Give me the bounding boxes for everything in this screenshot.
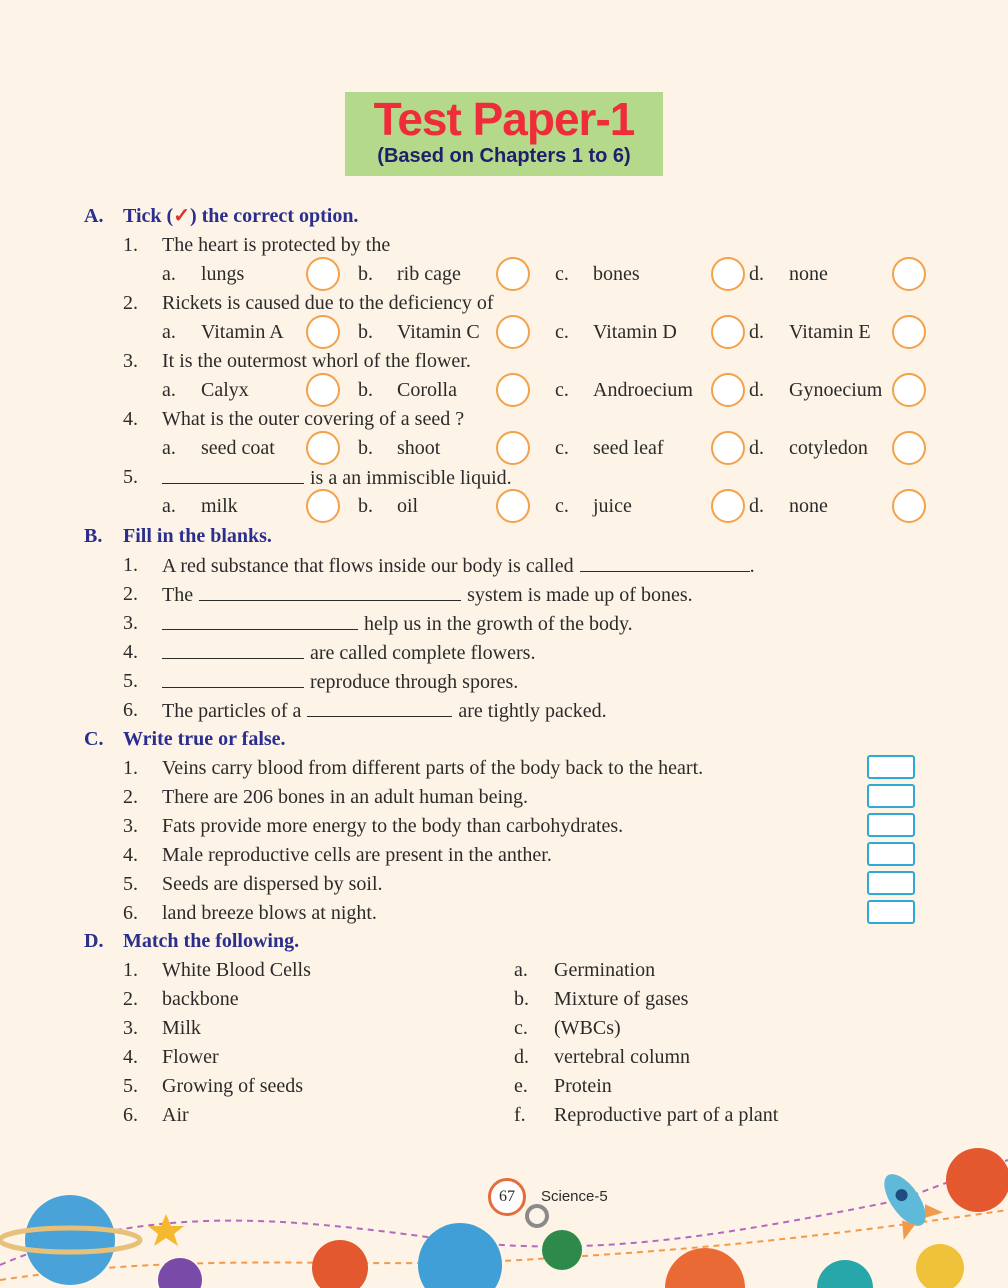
item-number: 5. (123, 873, 138, 895)
match-right-letter: a. (514, 959, 528, 981)
match-left-number: 4. (123, 1046, 138, 1068)
answer-box[interactable] (867, 755, 915, 779)
section-a-heading (123, 204, 358, 228)
planet-icon (817, 1260, 873, 1288)
option-letter: c. (555, 437, 569, 459)
statement-text: Fats provide more energy to the body than carbohydrates. (162, 815, 624, 837)
planet-icon (312, 1240, 368, 1288)
option-label: Vitamin A (201, 321, 284, 343)
option-circle[interactable] (892, 373, 926, 407)
option-label: seed leaf (593, 437, 664, 459)
option-letter: c. (555, 321, 569, 343)
option-letter: a. (162, 495, 176, 517)
option-letter: d. (749, 321, 764, 343)
match-left-number: 6. (123, 1104, 138, 1126)
section-b-heading: Fill in the blanks. (123, 525, 272, 547)
option-circle[interactable] (711, 489, 745, 523)
option-circle[interactable] (711, 257, 745, 291)
option-circle[interactable] (496, 315, 530, 349)
answer-box[interactable] (867, 900, 915, 924)
answer-blank[interactable] (162, 669, 304, 688)
page-subtitle: (Based on Chapters 1 to 6) (377, 145, 631, 167)
match-right-text: Reproductive part of a plant (554, 1104, 779, 1126)
option-label: Androecium (593, 379, 693, 401)
option-letter: d. (749, 263, 764, 285)
sentence-end: are called complete flowers. (310, 642, 536, 664)
option-label: none (789, 495, 828, 517)
statement-text: Veins carry blood from different parts of the body back to the heart. (162, 757, 704, 779)
question-number: 3. (123, 350, 138, 372)
book-name: Science-5 (541, 1188, 608, 1205)
match-left-number: 2. (123, 988, 138, 1010)
match-left-text: Growing of seeds (162, 1075, 304, 1097)
answer-blank[interactable] (162, 465, 304, 484)
match-right-text: vertebral column (554, 1046, 691, 1068)
option-letter: c. (555, 495, 569, 517)
option-label: rib cage (397, 263, 461, 285)
question-number: 5. (123, 466, 138, 488)
item-number: 3. (123, 815, 138, 837)
match-left-text: Air (162, 1104, 189, 1126)
option-label: Gynoecium (789, 379, 883, 401)
fill-blank-sentence (162, 698, 607, 723)
option-circle[interactable] (892, 431, 926, 465)
section-b-letter: B. (84, 525, 103, 547)
option-circle[interactable] (496, 489, 530, 523)
planet-icon (916, 1244, 964, 1288)
item-number: 5. (123, 670, 138, 692)
match-right-letter: c. (514, 1017, 528, 1039)
option-label: juice (593, 495, 632, 517)
item-number: 6. (123, 699, 138, 721)
answer-blank[interactable] (580, 553, 750, 572)
option-letter: b. (358, 437, 373, 459)
option-letter: d. (749, 437, 764, 459)
match-left-number: 5. (123, 1075, 138, 1097)
star-icon (148, 1214, 184, 1246)
page-number: 67 (488, 1178, 526, 1216)
match-right-text: Mixture of gases (554, 988, 689, 1010)
statement-text: land breeze blows at night. (162, 902, 377, 924)
section-d-letter: D. (84, 930, 104, 952)
option-letter: b. (358, 379, 373, 401)
option-circle[interactable] (496, 431, 530, 465)
question-text: It is the outermost whorl of the flower. (162, 350, 471, 372)
item-number: 6. (123, 902, 138, 924)
fill-blank-sentence (162, 553, 755, 578)
statement-text: Seeds are dispersed by soil. (162, 873, 383, 895)
question-text (162, 465, 512, 490)
match-left-text: Flower (162, 1046, 219, 1068)
sentence-end: system is made up of bones. (467, 584, 693, 606)
option-label: none (789, 263, 828, 285)
sentence-end: reproduce through spores. (310, 671, 519, 693)
section-a-heading-pre: Tick ( (123, 205, 174, 227)
match-left-text: Milk (162, 1017, 201, 1039)
answer-box[interactable] (867, 813, 915, 837)
option-letter: b. (358, 263, 373, 285)
option-letter: d. (749, 379, 764, 401)
planet-icon (946, 1148, 1008, 1212)
match-right-letter: f. (514, 1104, 526, 1126)
answer-box[interactable] (867, 842, 915, 866)
option-circle[interactable] (711, 315, 745, 349)
option-label: oil (397, 495, 419, 517)
section-d-heading: Match the following. (123, 930, 300, 952)
section-a-heading-post: ) the correct option. (189, 205, 359, 227)
option-circle[interactable] (306, 257, 340, 291)
option-label: lungs (201, 263, 245, 285)
option-letter: c. (555, 263, 569, 285)
option-label: Vitamin C (397, 321, 480, 343)
option-circle[interactable] (711, 431, 745, 465)
question-number: 2. (123, 292, 138, 314)
option-circle[interactable] (306, 315, 340, 349)
page-title: Test Paper-1 (373, 93, 635, 145)
sentence-start: The particles of a (162, 700, 302, 722)
match-left-text: backbone (162, 988, 239, 1010)
answer-blank[interactable] (162, 640, 304, 659)
option-letter: b. (358, 321, 373, 343)
item-number: 4. (123, 641, 138, 663)
option-label: seed coat (201, 437, 275, 459)
option-circle[interactable] (496, 257, 530, 291)
item-number: 3. (123, 612, 138, 634)
section-c-heading: Write true or false. (123, 728, 286, 750)
match-right-text: (WBCs) (554, 1017, 621, 1039)
match-right-letter: b. (514, 988, 529, 1010)
match-right-text: Protein (554, 1075, 612, 1097)
option-label: Calyx (201, 379, 249, 401)
planet-icon (665, 1248, 745, 1288)
option-circle[interactable] (306, 373, 340, 407)
answer-blank[interactable] (307, 698, 452, 717)
option-label: milk (201, 495, 238, 517)
question-text-part: is a an immiscible liquid. (310, 467, 512, 489)
option-circle[interactable] (892, 315, 926, 349)
option-letter: b. (358, 495, 373, 517)
title-box (345, 92, 663, 176)
section-a-letter: A. (84, 205, 104, 227)
fill-blank-sentence (162, 611, 633, 636)
item-number: 1. (123, 757, 138, 779)
option-letter: d. (749, 495, 764, 517)
option-circle[interactable] (892, 257, 926, 291)
gear-icon (527, 1206, 547, 1226)
planet-icon (418, 1223, 502, 1288)
match-right-letter: d. (514, 1046, 529, 1068)
option-letter: c. (555, 379, 569, 401)
answer-blank[interactable] (199, 582, 461, 601)
question-text: Rickets is caused due to the deficiency of (162, 292, 494, 314)
question-text: The heart is protected by the (162, 234, 391, 256)
option-circle[interactable] (306, 489, 340, 523)
answer-blank[interactable] (162, 611, 358, 630)
tick-mark-icon: ✓ (173, 205, 190, 227)
sentence-end: are tightly packed. (458, 700, 607, 722)
option-circle[interactable] (496, 373, 530, 407)
option-label: Vitamin E (789, 321, 871, 343)
match-right-text: Germination (554, 959, 656, 981)
sentence-start: The (162, 584, 194, 606)
question-text: What is the outer covering of a seed ? (162, 408, 465, 430)
option-letter: a. (162, 263, 176, 285)
match-right-letter: e. (514, 1075, 528, 1097)
item-number: 1. (123, 554, 138, 576)
item-number: 4. (123, 844, 138, 866)
sentence-end: . (749, 555, 755, 577)
earth-icon (542, 1230, 582, 1270)
option-label: shoot (397, 437, 441, 459)
match-left-number: 3. (123, 1017, 138, 1039)
option-label: Corolla (397, 379, 457, 401)
option-letter: a. (162, 321, 176, 343)
option-circle[interactable] (892, 489, 926, 523)
item-number: 2. (123, 583, 138, 605)
match-left-number: 1. (123, 959, 138, 981)
sentence-start: A red substance that flows inside our body is called (162, 555, 574, 577)
option-label: bones (593, 263, 640, 285)
sentence-end: help us in the growth of the body. (364, 613, 633, 635)
option-letter: a. (162, 437, 176, 459)
section-c-letter: C. (84, 728, 104, 750)
question-number: 1. (123, 234, 138, 256)
fill-blank-sentence (162, 640, 535, 665)
option-letter: a. (162, 379, 176, 401)
question-number: 4. (123, 408, 138, 430)
planet-icon (25, 1195, 115, 1285)
match-left-text: White Blood Cells (162, 959, 311, 981)
option-circle[interactable] (711, 373, 745, 407)
option-label: Vitamin D (593, 321, 677, 343)
fill-blank-sentence (162, 669, 518, 694)
item-number: 2. (123, 786, 138, 808)
statement-text: Male reproductive cells are present in the anther. (162, 844, 552, 866)
option-circle[interactable] (306, 431, 340, 465)
statement-text: There are 206 bones in an adult human being. (162, 786, 528, 808)
fill-blank-sentence (162, 582, 693, 607)
option-label: cotyledon (789, 437, 868, 459)
answer-box[interactable] (867, 784, 915, 808)
answer-box[interactable] (867, 871, 915, 895)
planet-icon (158, 1258, 202, 1288)
